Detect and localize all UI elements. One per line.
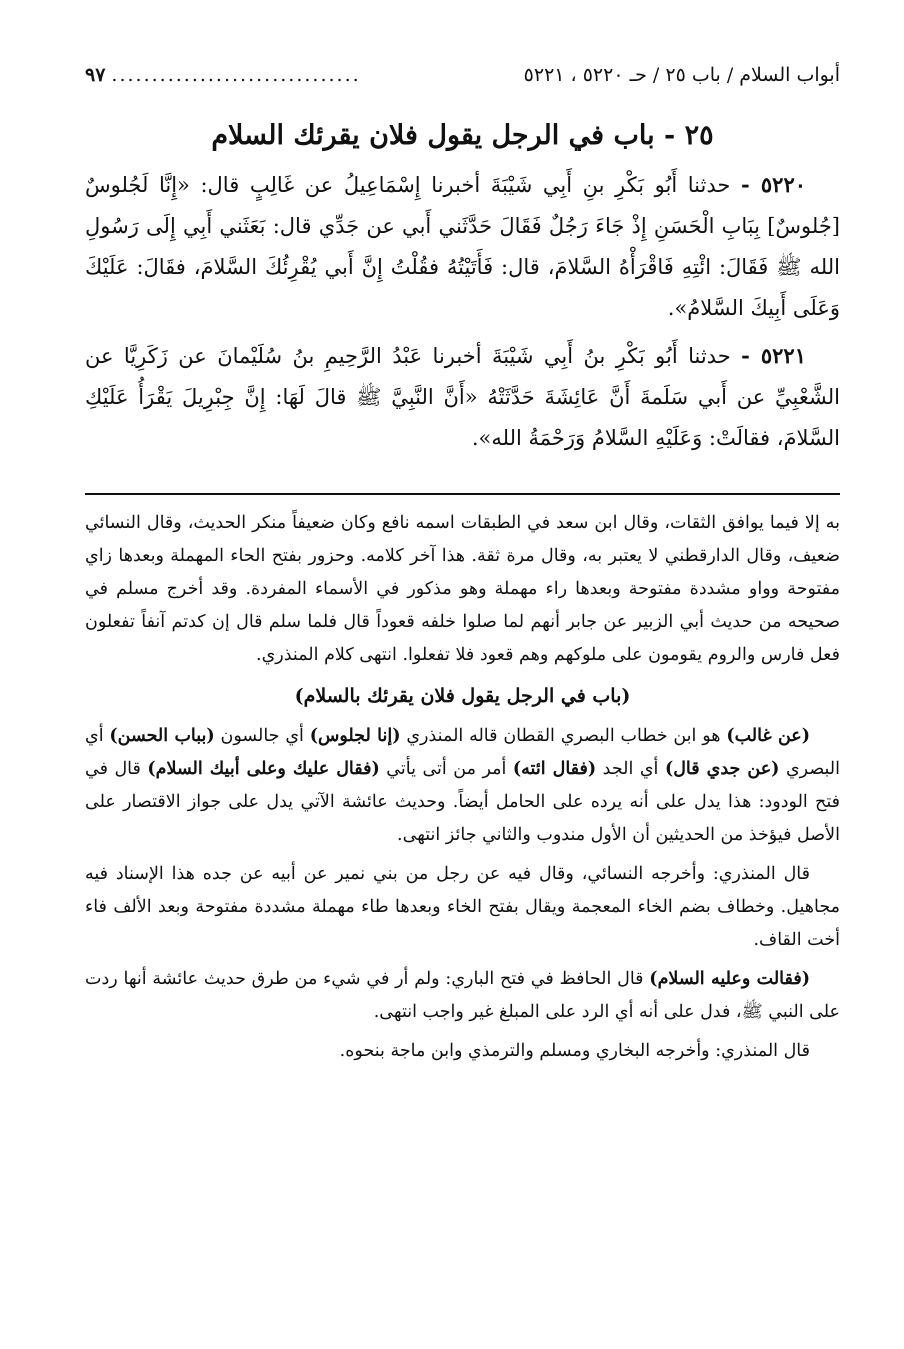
- commentary-paragraph: (فقالت وعليه السلام) قال الحافظ في فتح الباري: ولم أر في شيء من طرق حديث عائشة أنها ردت على النبي ﷺ، فدل على أنه أي الرد على المبلغ غير واجب انتهى.: [85, 969, 840, 1022]
- hadith-5220: [85, 164, 840, 329]
- hadith-number: ٥٢٢١ -: [741, 343, 806, 368]
- commentary-paragraph: (عن غالب) هو ابن خطاب البصري القطان قاله المنذري (إنا لجلوس) أي جالسون (بباب الحسن) أي البصري (عن جدي قال) أي الجد (فقال ائته) أمر من أتى يأتي (فقال عليك وعلى أبيك السلام) قال في فتح الودود: هذا يدل على أنه يرده على الحامل أيضاً. وحديث عائشة الآتي يدل على جواز الاقتصار على الأصل فيؤخذ من الحديثين أن الأول مندوب والثاني جائز انتهى.: [85, 726, 840, 845]
- page-number: ٩٧: [85, 64, 106, 86]
- chapter-word: باب: [613, 120, 655, 151]
- chapter-number: ٢٥ -: [664, 120, 714, 151]
- hadith-text: حدثنا أَبُو بَكْرِ بنِ أَبِي شَيْبَةَ أخبرنا إِسْمَاعِيلُ عن غَالِبٍ قال: «إِنَّا لَجُلوسٌ [جُلوسٌ] بِبَابِ الْحَسَنِ إِذْ جَاءَ رَجُلٌ فَقَالَ حَدَّثَني أَبي عن جَدِّي قال: بَعَثَني أَبِي إِلَى رَسُولِ الله ﷺ فَقَالَ: ائْتِهِ فَاقْرَأْهُ السَّلامَ، قال: فَأَتَيْتُهُ فقُلْتُ إِنَّ أَبي يُقْرِئُكَ السَّلامَ، فقَالَ: عَلَيْكَ وَعَلَى أَبِيكَ السَّلامُ».: [85, 173, 840, 320]
- hadith-5221: [85, 335, 840, 459]
- commentary-paragraph: به إلا فيما يوافق الثقات، وقال ابن سعد في الطبقات اسمه نافع وكان ضعيفاً منكر الحديث، وقال النسائي ضعيف، وقال الدارقطني لا يعتبر به، وقال مرة ثقة. هذا آخر كلامه. وحزور بفتح الحاء المهملة وبعدها زاي مفتوحة وواو مشددة مفتوحة وبعدها راء مهملة وهو مذكور في الأسماء المفردة. وقد أخرج مسلم في صحيحه من حديث أبي الزبير عن جابر أنهم لما صلوا خلفه قعوداً قال فلما سلم قال إن كدتم آنفاً تفعلون فعل فارس والروم يقومون على ملوكهم وهم قعود فلا تفعلوا. انتهى كلام المنذري.: [85, 513, 840, 665]
- book-page: [85, 58, 840, 1074]
- hadith-number: ٥٢٢٠ -: [740, 172, 807, 197]
- leader-dots: ...............................: [111, 64, 361, 86]
- hadith-text: حدثنا أَبُو بَكْرِ بنُ أَبِي شَيْبَةَ أخبرنا عَبْدُ الرَّحِيمِ بنُ سُلَيْمانَ عن زَكَرِيَّا عن الشَّعْبِيِّ عن أَبي سَلَمةَ أَنَّ عَائِشَةَ حَدَّثَتْهُ «أَنَّ النَّبِيَّ ﷺ قالَ لَهَا: إِنَّ جِبْرِيلَ يَقْرَأُ عَلَيْكِ السَّلامَ، فقالَتْ: وَعَلَيْهِ السَّلامُ وَرَحْمَةُ الله».: [85, 344, 840, 450]
- footnote-divider: [85, 493, 840, 495]
- commentary-paragraph: قال المنذري: وأخرجه النسائي، وقال فيه عن رجل من بني نمير عن أبيه عن جده هذا الإسناد فيه مجاهيل. وخطاف بضم الخاء المعجمة ويقال بفتح الخاء وبعدها طاء مهملة مشددة مفتوحة وبعد الألف فاء أخت القاف.: [85, 864, 840, 950]
- running-header: [85, 58, 840, 92]
- commentary-paragraph: قال المنذري: وأخرجه البخاري ومسلم والترمذي وابن ماجة بنحوه.: [339, 1041, 810, 1061]
- chapter-title-text: في الرجل يقول فلان يقرئك السلام: [211, 120, 605, 151]
- section-title: (باب في الرجل يقول فلان يقرئك بالسلام): [294, 685, 631, 707]
- chapter-title: [85, 114, 840, 158]
- running-title: أبواب السلام / باب ٢٥ / حـ ٥٢٢٠ ، ٥٢٢١: [523, 64, 840, 86]
- commentary: [85, 507, 840, 1068]
